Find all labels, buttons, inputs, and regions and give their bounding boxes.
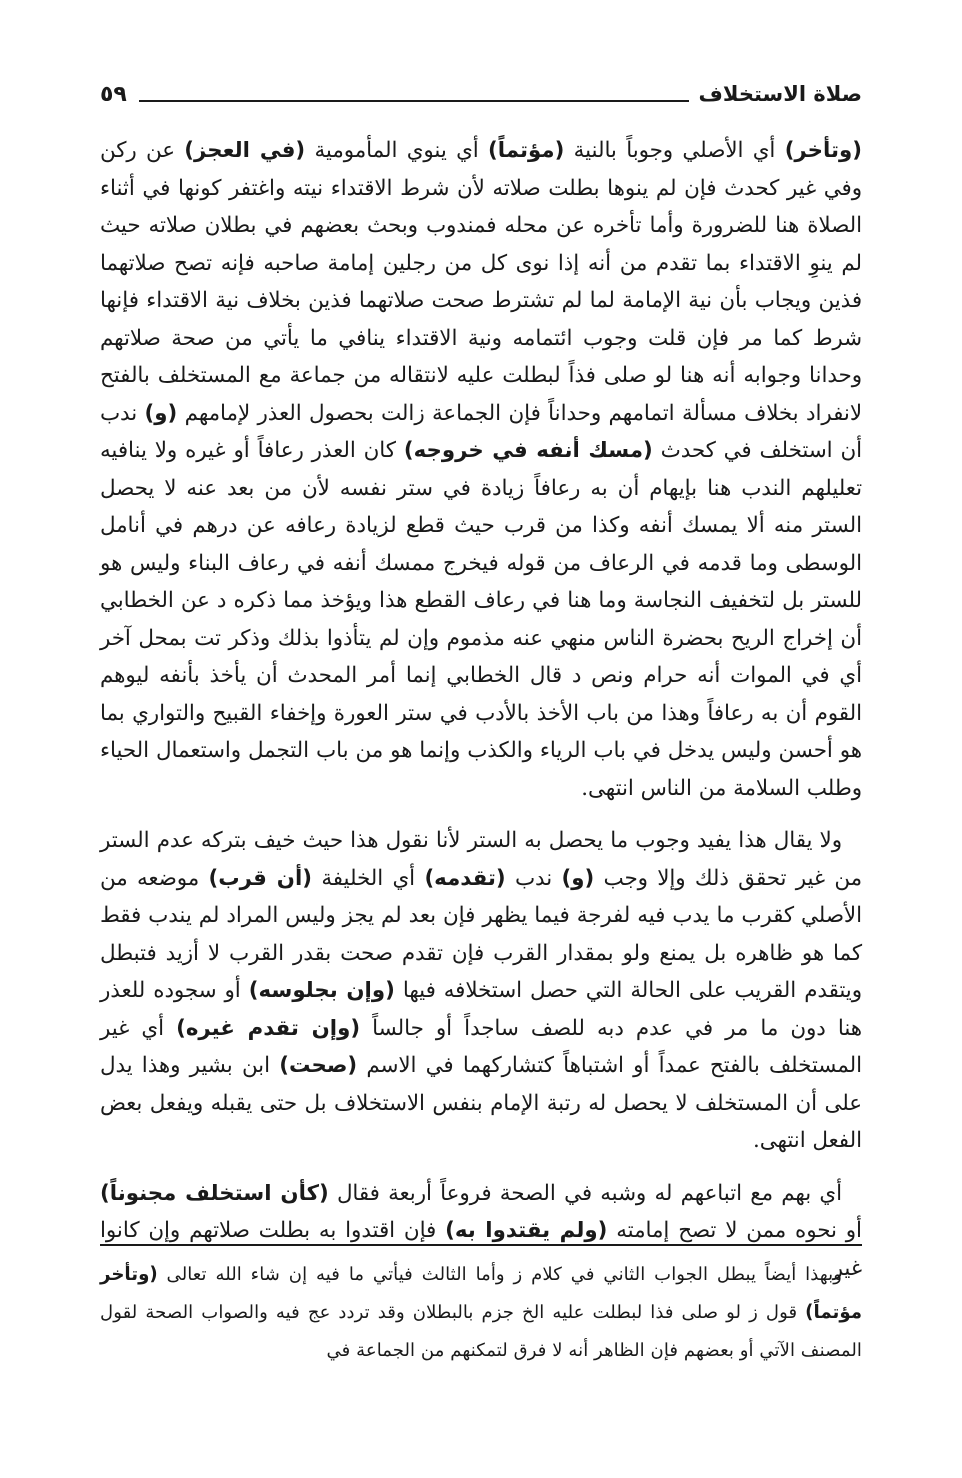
running-title: صلاة الاستخلاف [698, 82, 862, 106]
footnote-divider [100, 1244, 862, 1246]
matn-term: (أن قرب) [208, 865, 313, 891]
commentary-text: أي الخليفة [312, 865, 425, 891]
commentary-text: أي غير المستخلف بالفتح عمداً أو اشتباهاً كتشاركهما في الاسم [100, 1015, 862, 1078]
page-header [100, 74, 862, 114]
commentary-text: أي بهم مع اتباعهم له وشبه في الصحة فروعاً أربعة فقال [328, 1180, 842, 1206]
commentary-text: أو نحوه ممن لا تصح إمامته [607, 1218, 862, 1243]
matn-term: (في العجز) [184, 138, 306, 163]
paragraph-2 [100, 822, 862, 1160]
paragraph-1 [100, 132, 862, 807]
footnote-span: قول ز لو صلى فذا لبطلت عليه الخ جزم بالبطلان وقد تردد عج فيه والصواب الصحة لقول المصنف الآتي أو بعضهم فإن الظاهر أنه لا فرق لتمكنهم من الجماعة في [100, 1302, 862, 1361]
matn-term: (و) [561, 865, 595, 891]
commentary-text: ولا يقال هذا يفيد وجوب ما يحصل به الستر لأنا نقول هذا حيث خيف بتركه عدم الستر من غير تحقق ذلك وإلا وجب [100, 828, 862, 891]
commentary-text: أو سجوده للعذر هنا دون ما مر في عدم دبه للصف ساجداً أو جالساً [100, 978, 863, 1041]
commentary-text: أي الأصلي وجوباً بالنية [564, 138, 785, 163]
footnote-term: (وتأخر مؤتماً) [100, 1264, 862, 1323]
matn-term: (وتأخر) [784, 138, 862, 163]
commentary-text: عن ركن وفي غير كحدث فإن لم ينوها بطلت صلاته لأن شرط الاقتداء نيته واغتفر كونها في أثناء الصلاة هنا للضرورة وأما تأخره عن محله فمندوب وبحث بعضهم في بطلان صلاته حيث لم ينوِ الاقتداء بما تقدم من أنه إذا نوى كل من رجلين إمامة صاحبه فإنه تصح صلاتهما فذين ويجاب بأن نية الإمامة لما لم تشترط صحت صلاتهما فذين بخلاف نية الاقتداء فإنها شرط كما مر فإن قلت وجوب ائتمامه ونية الاقتداء ينافي ما يأتي من صحة صلاتهم وحدانا وجوابه أنه هنا لو صلى فذاً لبطلت عليه لانتقاله من جماعة مع المستخلف بالفتح لانفراد بخلاف مسألة اتمامهم وحداناً فإن الجماعة زالت بحصول العذر لإمامهم [100, 138, 863, 426]
matn-term: (و) [144, 400, 178, 426]
header-rule [139, 100, 689, 102]
matn-term: (مسك أنفه في خروجه) [403, 438, 653, 463]
matn-term: (وإن تقدم غيره) [176, 1015, 361, 1041]
commentary-text: موضعه من الأصلي كقرب ما يدب فيه لفرجة فيما يظهر فإن بعد لم يجز وليس المراد لم يندب فقط كما هو ظاهره بل يمنع ولو بمقدار القرب فإن تقدم صحت بقدر القرب لا أزيد فتبطل ويتقدم القريب على الحالة التي حصل استخلافه فيها [100, 865, 862, 1003]
commentary-text: ابن بشير وهذا يدل على أن المستخلف لا يحصل له رتبة الإمام بنفس الاستخلاف بل حتى يقبله ويفعل بعض الفعل انتهى. [100, 1053, 862, 1153]
footnote-paragraph [100, 1256, 862, 1370]
commentary-text: ندب [505, 865, 562, 891]
matn-term: (كأن استخلف مجنوناً) [100, 1180, 329, 1206]
commentary-text: ندب أن استخلف في كحدث [100, 400, 863, 463]
commentary-text: أي ينوي المأمومية [305, 138, 489, 163]
matn-term: (صحت) [279, 1053, 358, 1078]
commentary-text: كان العذر رعافاً أو غيره ولا ينافيه تعليلهم الندب هنا بإيهام أن به رعافاً زيادة في ستر نفسه لأن من بعد عنه لا يحصل الستر منه ألا يمسك أنفه وكذا من قرب حيث قطع لزيادة رعافه عن درهم في أنامل الوسطى وما قدمه في الرعاف من قوله فيخرج ممسك أنفه في رعاف البناء وليس هو للستر بل لتخفيف النجاسة وما هنا في رعاف القطع هذا ويؤخذ مما ذكره د عن الخطابي أن إخراج الريح بحضرة الناس منهي عنه مذموم وإن لم يتأذوا بذلك وذكر تت بمحل آخر أي في الموات أنه حرام ونص د قال الخطابي إنما أمر المحدث أن يأخذ بأنفه ليوهم القوم أن به رعافاً وهذا من باب الأخذ بالأدب في ستر العورة وإخفاء القبيح والتواري بما هو أحسن وليس يدخل في باب الرياء والكذب وإنما هو من باب التجمل واستعمال الحياء وطلب السلامة من الناس انتهى. [100, 438, 862, 801]
commentary-text: فإن اقتدوا به بطلت صلاتهم وإن كانوا غير [100, 1218, 862, 1281]
matn-term: (ولم يقتدوا به) [445, 1218, 608, 1243]
footnote-text [100, 1256, 862, 1370]
matn-term: (وإن بجلوسه) [248, 978, 395, 1003]
footnote-span: وبهذا أيضاً يبطل الجواب الثاني في كلام ز وأما الثالث فيأتي ما فيه إن شاء الله تعالى [157, 1264, 842, 1285]
matn-term: (تقدمه) [424, 865, 506, 891]
main-text [100, 132, 862, 1302]
page-number: ٥٩ [100, 81, 127, 107]
matn-term: (مؤتماً) [488, 138, 565, 163]
